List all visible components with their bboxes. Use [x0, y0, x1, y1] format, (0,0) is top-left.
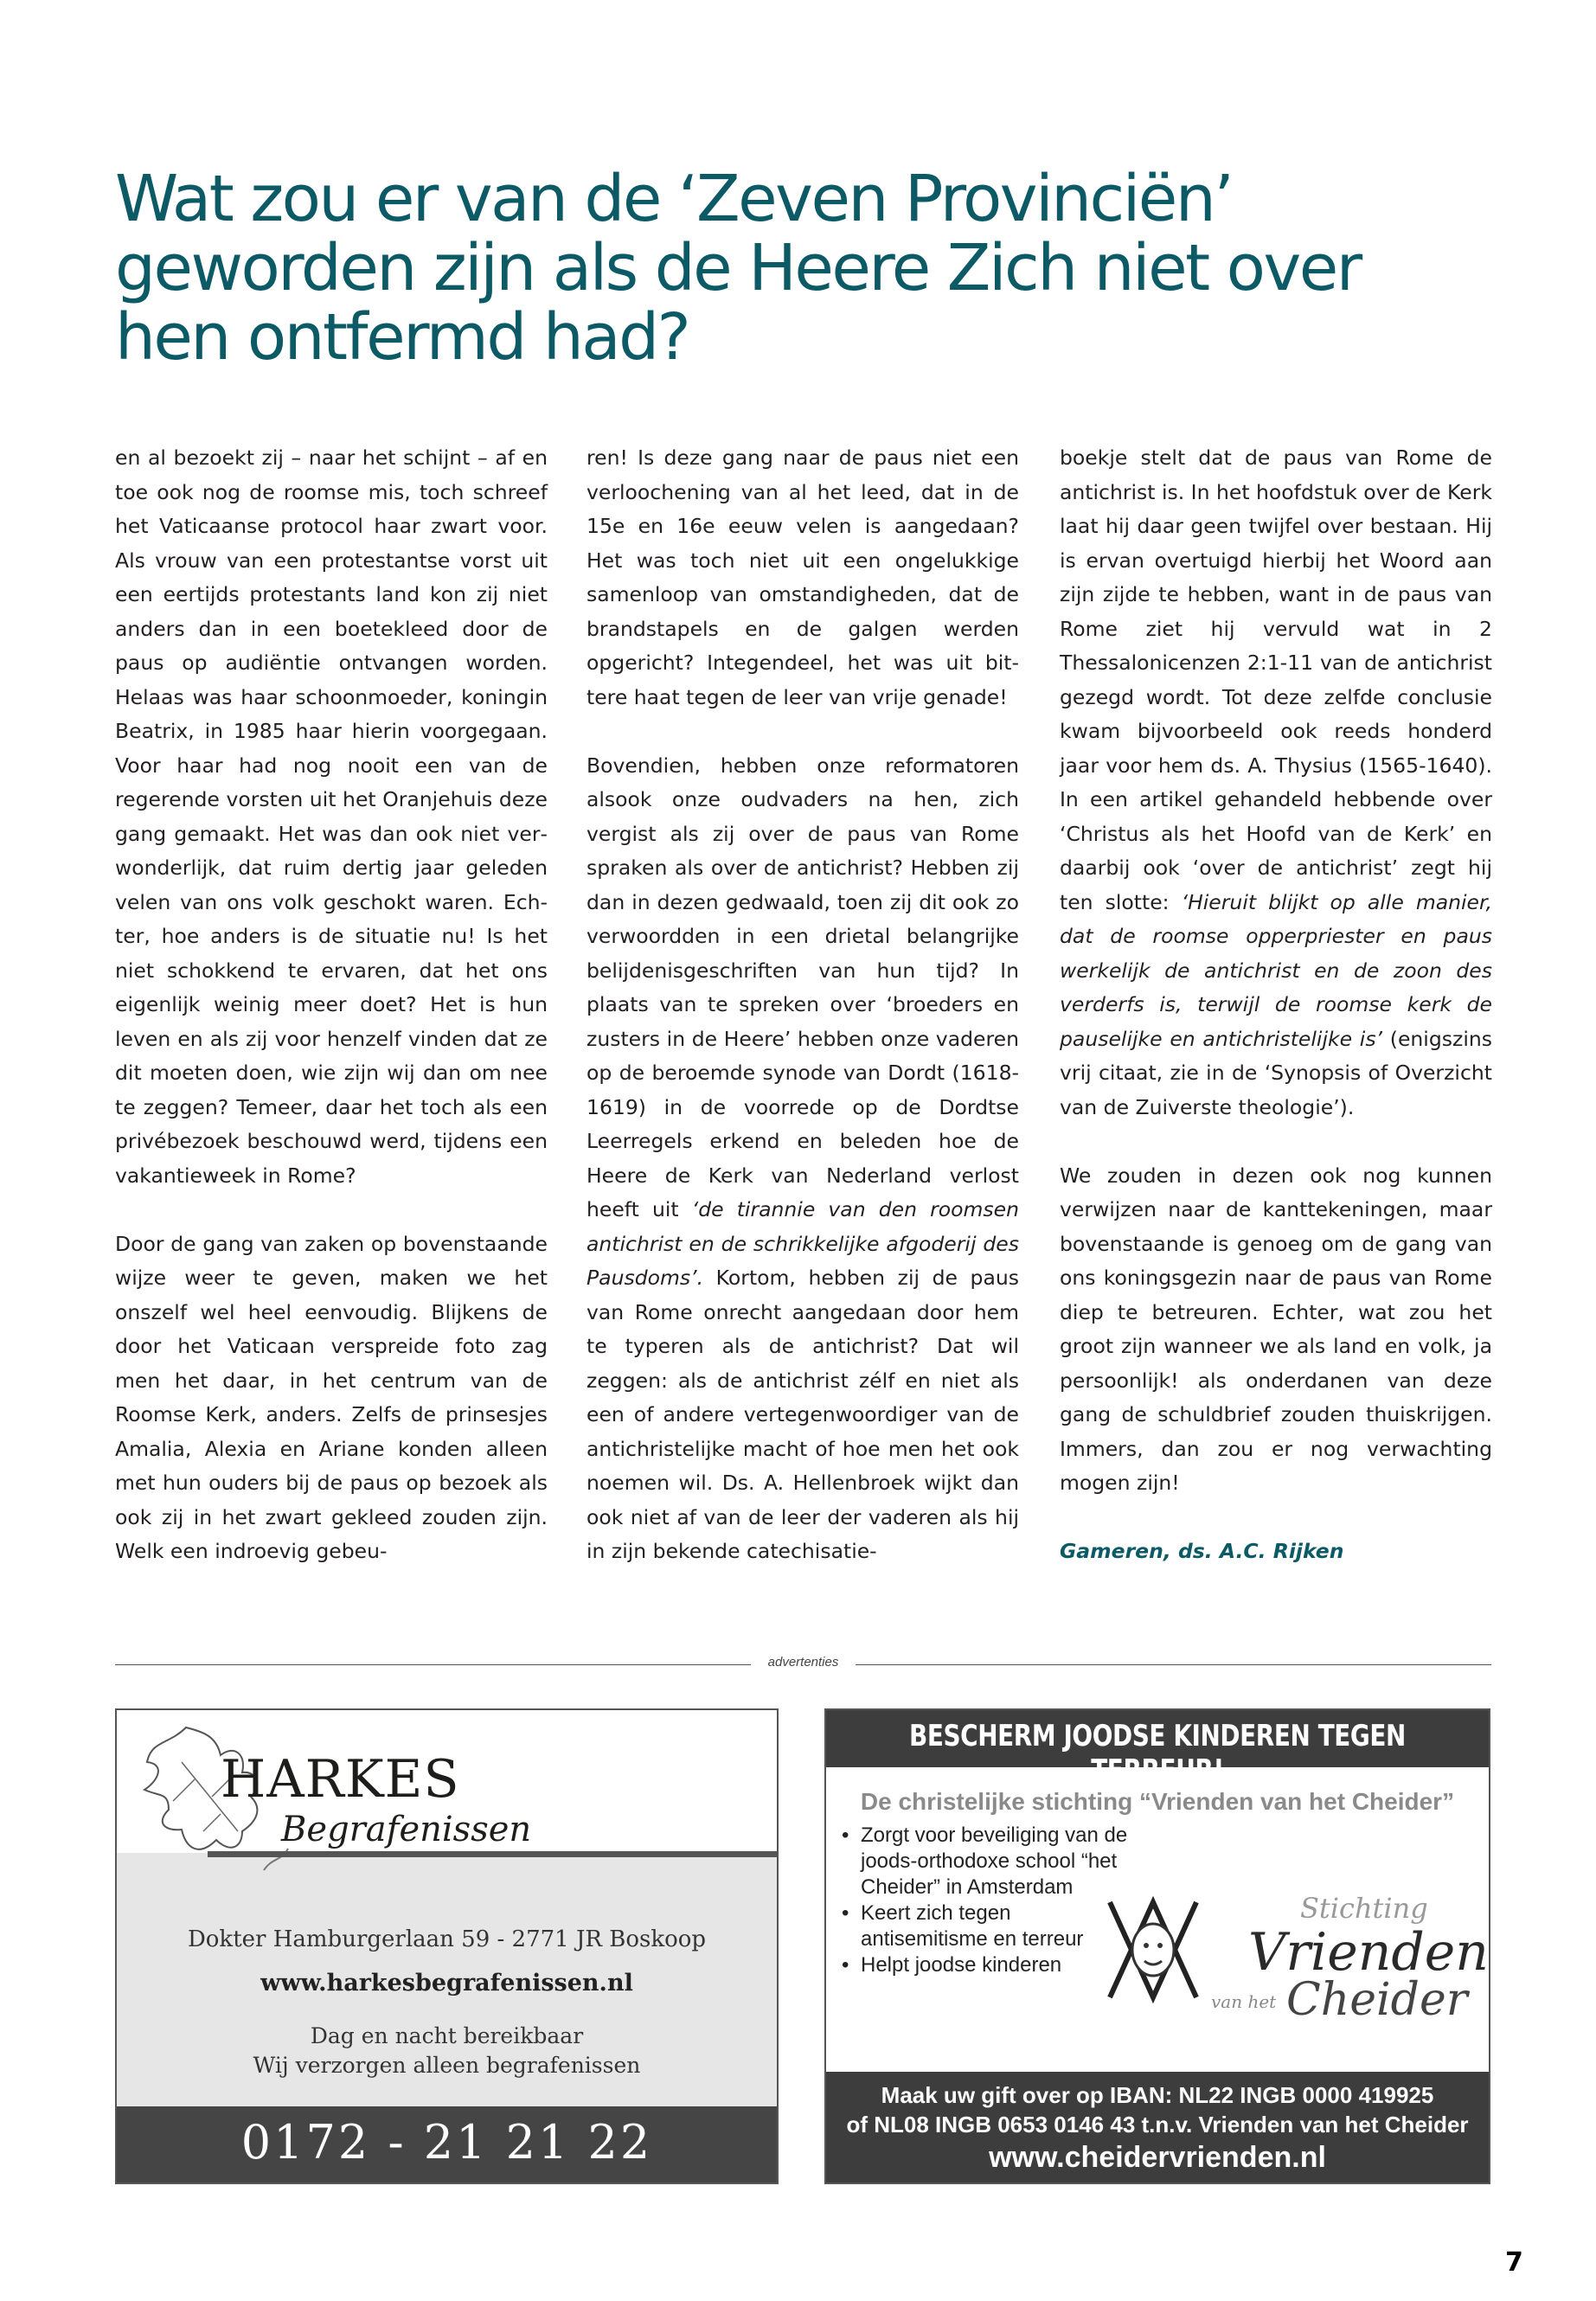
harkes-brand: HARKES: [221, 1749, 460, 1810]
cheider-subheadline: De christelijke stichting “Vrienden van het Cheider”: [860, 1788, 1455, 1815]
title-line: Wat zou er van de ‘Zeven Provinciën’: [115, 162, 1233, 236]
cheider-website-link[interactable]: www.cheidervrienden.nl: [989, 2141, 1326, 2174]
bullet-icon: •: [842, 1953, 849, 1977]
page-number: 7: [1505, 2247, 1523, 2278]
logo-vrienden: Vrienden: [1248, 1922, 1489, 1983]
paragraph: We zouden in dezen ook nog kunnen verwijzen naar de kanttekeningen, maar bovenstaande is genoeg om de gang van ons koningsgezin naar de paus van Rome diep te betreuren. Echter, wat zou het groot zijn wanneer we als land en volk, ja persoonlijk! als onderdanen van deze gang de schuldbrief zouden thuiskrijgen. Immers, dan zou er nog verwachting mogen zijn!: [1060, 1163, 1492, 1495]
harkes-phone-number[interactable]: 0172 - 21 21 22: [240, 2115, 653, 2170]
cheider-bullet-list: [842, 1823, 1136, 1978]
logo-van-het: van het: [1211, 1991, 1277, 2012]
stichting-emblem-icon: [1101, 1894, 1205, 2006]
divider-label: advertenties: [767, 1655, 839, 1670]
article-column-2: [586, 441, 1019, 1569]
list-item-text: Keert zich tegen antisemitisme en terreur: [861, 1901, 1084, 1951]
harkes-subtitle: Begrafenissen: [281, 1810, 532, 1849]
quote: ‘Hieruit blijkt op alle manier, dat de roomse opperpriester en paus werkelijk de antichrist en de zoon des verderfs is, terwijl de roomse kerk de pauselijke en antichristelijke is’: [1060, 889, 1492, 1051]
paragraph: [1060, 441, 1492, 1125]
text-run: (enigszins vrij citaat, zie in de ‘Synopsis of Overzicht van de Zuiverste theologie’).: [1060, 1026, 1492, 1119]
list-item: [842, 1952, 1136, 1978]
list-item: [842, 1900, 1136, 1952]
harkes-advertisement[interactable]: [115, 1708, 779, 2184]
quote: ‘de tirannie van den roomsen antichrist en de schrikkelijke afgoderij des Pausdoms’.: [586, 1197, 1019, 1290]
harkes-phone-bar: [117, 2106, 777, 2182]
advertisements-divider: [115, 1655, 1491, 1674]
cheider-headline-bar: [826, 1710, 1489, 1788]
title-line: geworden zijn als de Heere Zich niet over: [115, 231, 1361, 305]
bullet-icon: •: [842, 1823, 849, 1847]
text-run: Kortom, hebben zij de paus van Rome onrecht aangedaan door hem te typeren als de antichrist? Dat wil zeggen: als de antichrist zélf en niet als een of andere vertegenwoordiger van de antichristelijke macht of hoe men het ook noemen wil. Ds. A. Hellenbroek wijkt dan ook niet af van de leer der vaderen als hij in zijn bekende catechisatie-: [586, 1266, 1019, 1563]
text-run: boekje stelt dat de paus van Rome de antichrist is. In het hoofdstuk over de Kerk laat hij daar geen twijfel over bestaan. Hij is ervan overtuigd hierbij het Woord aan zijn zijde te hebben, want in de paus van Rome ziet hij vervuld wat in 2 Thessalonicenzen 2:1-11 van de antichrist gezegd wordt. Tot deze zelfde conclusie kwam bijvoorbeeld ook reeds honderd jaar voor hem ds. A. Thysius (1565-1640). In een artikel gehandeld hebbende over ‘Christus als het Hoofd van de Kerk’ en daarbij ook ‘over de antichrist’ zegt hij ten slotte:: [1060, 445, 1492, 914]
article-title: [115, 162, 1499, 375]
title-line: hen ontfermd had?: [115, 300, 689, 375]
author-signature: Gameren, ds. A.C. Rijken: [1060, 1539, 1344, 1563]
donation-iban-1: Maak uw gift over op IBAN: NL22 INGB 0000 419925: [881, 2082, 1434, 2108]
harkes-availability: Dag en nacht bereikbaar: [310, 2023, 584, 2048]
paragraph: Door de gang van zaken op bovenstaande wijze weer te geven, maken we het onszelf wel heel eenvoudig. Blijkens de door het Vaticaan verspreide foto zag men het daar, in het centrum van de Roomse Kerk, anders. Zelfs de prinsesjes Amalia, Alexia en Ariane konden alleen met hun ouders bij de paus op bezoek als ook zij in het zwart gekleed zouden zijn. Welk een indroevig gebeu-: [115, 1231, 548, 1563]
harkes-address: Dokter Hamburgerlaan 59 - 2771 JR Boskoop: [187, 1926, 707, 1952]
harkes-rule: [208, 1851, 779, 1857]
article-column-3: [1060, 441, 1492, 1569]
list-item: [842, 1823, 1136, 1900]
harkes-logo-area: [117, 1710, 777, 1853]
cheider-advertisement[interactable]: [824, 1708, 1490, 2184]
article-column-1: [115, 441, 548, 1569]
logo-cheider: Cheider: [1286, 1974, 1468, 2026]
paragraph: [586, 749, 1019, 1569]
harkes-website-link[interactable]: www.harkesbegrafenissen.nl: [260, 1970, 633, 1997]
cheider-donation-bar: [826, 2072, 1489, 2182]
logo-stichting: Stichting: [1300, 1892, 1428, 1925]
donation-iban-2: of NL08 INGB 0653 0146 43 t.n.v. Vrienden van het Cheider: [846, 2112, 1469, 2138]
paragraph: ren! Is deze gang naar de paus niet een verloochening van al het leed, dat in de 15e en 16e eeuw velen is aangedaan? Het was toch niet uit een ongelukkige samenloop van omstandigheden, dat de brandstapels en de galgen werden opgericht? Integendeel, het was uit bittere haat tegen de leer van vrije genade!: [586, 445, 1019, 709]
text-run: Bovendien, hebben onze reformatoren alsook onze oudvaders na hen, zich vergist als zij over de paus van Rome spraken als over de antichrist? Hebben zij dan in dezen gedwaald, toen zij dit ook zo verwoordden in een drietal belangrijke belijdenisgeschriften van hun tijd? In plaats van te spreken over ‘broeders en zusters in de Heere’ hebben onze vaderen op de beroemde synode van Dordt (1618-1619) in de voorrede op de Dordtse Leerregels erkend en beleden hoe de Heere de Kerk van Nederland verlost heeft uit: [586, 753, 1019, 1221]
list-item-text: Helpt joodse kinderen: [861, 1953, 1062, 1977]
cheider-headline: BESCHERM JOODSE KINDEREN TEGEN TERREUR!: [909, 1719, 1406, 1788]
bullet-icon: •: [842, 1901, 849, 1925]
harkes-service: Wij verzorgen alleen begrafenissen: [253, 2053, 641, 2078]
paragraph: en al bezoekt zij – naar het schijnt – af en toe ook nog de roomse mis, toch schreef het Vaticaanse protocol haar zwart voor. Als vrouw van een protestantse vorst uit een eertijds protestants land kon zij niet anders dan in een boetekleed door de paus op audiëntie ontvangen worden. Helaas was haar schoonmoeder, koningin Beatrix, in 1985 haar hierin voorgegaan. Voor haar had nog nooit een van de regerende vorsten uit het Oranjehuis deze gang gemaakt. Het was dan ook niet verwonderlijk, dat ruim dertig jaar geleden velen van ons volk geschokt waren. Echter, hoe anders is de situatie nu! Is het niet schokkend te ervaren, dat het ons eigenlijk weinig meer doet? Het is hun leven en als zij voor henzelf vinden dat ze dit moeten doen, wie zijn wij dan om nee te zeggen? Temeer, daar het toch als een privébezoek beschouwd werd, tijdens een vakantieweek in Rome?: [115, 445, 548, 1188]
list-item-text: Zorgt voor beveiliging van de joods-orthodoxe school “het Cheider” in Amsterdam: [861, 1823, 1128, 1899]
